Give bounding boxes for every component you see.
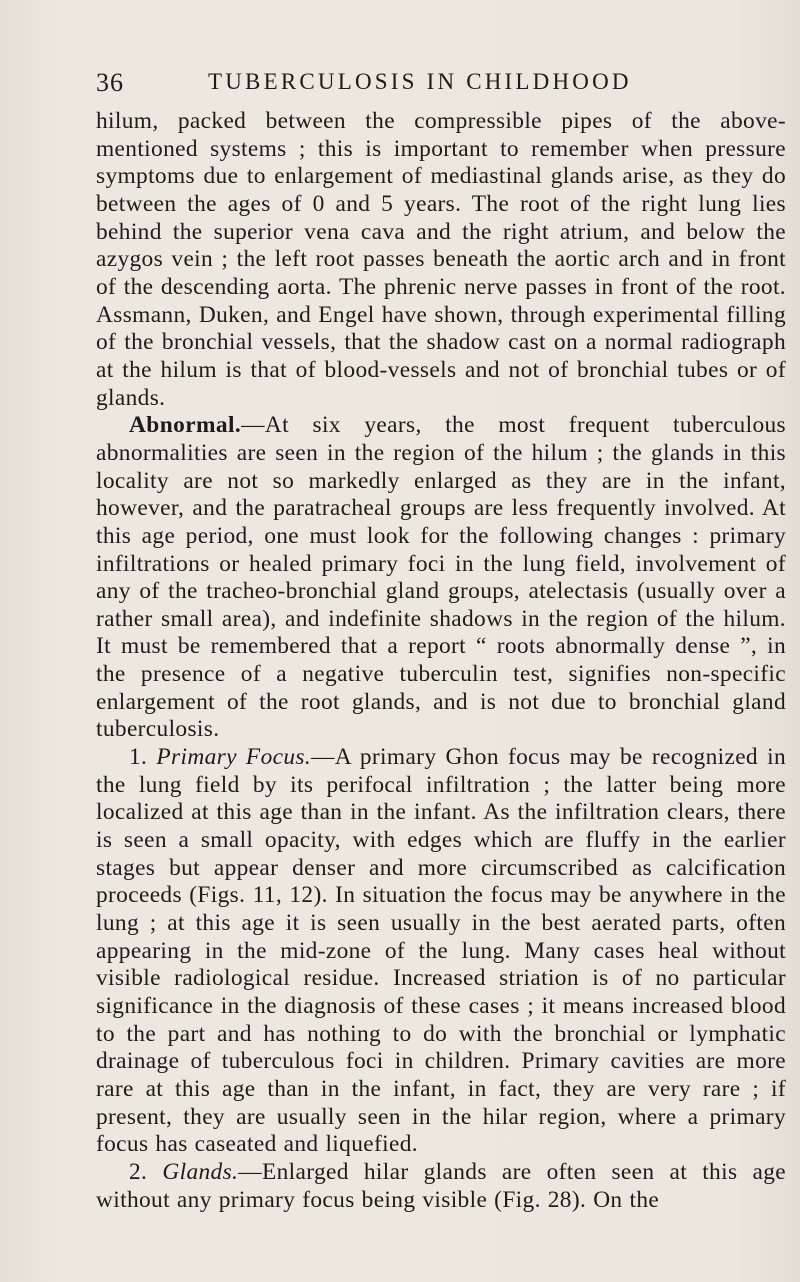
paragraph-abnormal-text: —At six years, the most frequent tuberculous abnormalities are seen in the region of the hilum ; the glands in this locality are not so markedly enlarged as they are in the infant, however, and the paratracheal groups are less frequently involved. At this age period, one must look for the following changes : primary infiltrations or healed primary foci in the lung field, involvement of any of the tracheo-bronchial gland groups, atelectasis (usually over a rather small area), and indefinite shadows in the region of the hilum. It must be remembered that a report “ roots abnormally dense ”, in the presence of a negative tuberculin test, signifies non-specific enlargement of the root glands, and is not due to bronchial gland tuberculosis.	[96, 412, 786, 743]
page-header	[96, 68, 716, 98]
paragraph-primary-focus-text: —A primary Ghon focus may be recognized in the lung field by its perifocal infiltration ; the latter being more localized at this age than in the infant. As the infiltration clears, there is seen a small opacity, with edges which are fluffy in the earlier stages but appear denser and more circumscribed as calcification proceeds (Figs. 11, 12). In situation the focus may be anywhere in the lung ; at this age it is seen usually in the best aerated parts, often appearing in the mid-zone of the lung. Many cases heal without visible radiological residue. Increased striation is of no particular significance in the diagnosis of these cases ; it means increased blood to the part and has nothing to do with the bronchial or lymphatic drainage of tuberculous foci in children. Primary cavities are more rare at this age than in the infant, in fact, they are very rare ; if present, they are usually seen in the hilar region, where a primary focus has caseated and liquefied.	[96, 744, 786, 1158]
section-number-1: 1.	[129, 744, 148, 771]
paragraph-glands	[96, 1159, 786, 1214]
paragraph-abnormal	[96, 412, 786, 744]
page-number: 36	[96, 68, 124, 97]
section-number-2: 2.	[129, 1158, 148, 1185]
abnormal-heading: Abnormal.	[129, 412, 242, 439]
body-text	[96, 108, 786, 1214]
paragraph-1-text: hilum, packed between the compressible pipes of the above-mentioned systems ; this is important to remember when pressure symptoms due to enlargement of mediastinal glands arise, as they do between the ages of 0 and 5 years. The root of the right lung lies behind the superior vena cava and the right atrium, and below the azygos vein ; the left root passes beneath the aortic arch and in front of the descending aorta. The phrenic nerve passes in front of the root. Assmann, Duken, and Engel have shown, through experimental filling of the bronchial vessels, that the shadow cast on a normal radiograph at the hilum is that of blood-vessels and not of bronchial tubes or of glands.	[96, 108, 786, 411]
paragraph-primary-focus	[96, 744, 786, 1159]
paragraph-1	[96, 108, 786, 412]
running-head: TUBERCULOSIS IN CHILDHOOD	[208, 69, 632, 94]
glands-heading: Glands.	[162, 1158, 239, 1185]
primary-focus-heading: Primary Focus.	[156, 744, 312, 771]
paragraph-glands-text: —Enlarged hilar glands are often seen at this age without any primary focus being visible (Fig. 28). On the	[96, 1158, 787, 1213]
